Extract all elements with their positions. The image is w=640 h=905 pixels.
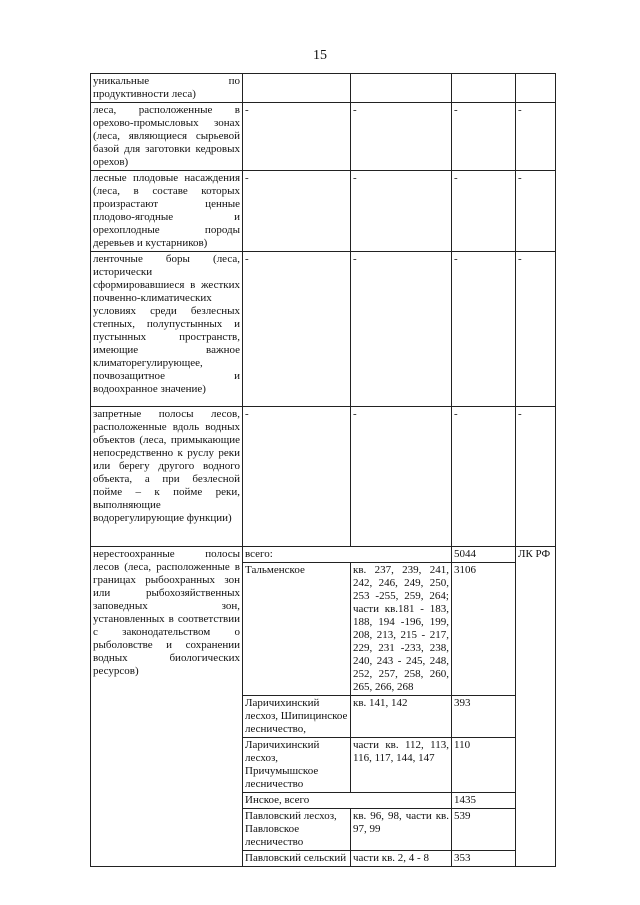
- quarters-cell: кв. 141, 142: [351, 696, 452, 738]
- total-value-cell: 5044: [452, 547, 516, 563]
- basis-cell: -: [516, 103, 556, 171]
- subtotal-label-cell: Инское, всего: [243, 793, 452, 809]
- area-cell: -: [243, 252, 351, 407]
- table-row: [91, 171, 556, 252]
- quarters-cell: -: [351, 103, 452, 171]
- total-label-cell: всего:: [243, 547, 452, 563]
- area-cell: Ларичихинский лесхоз, Причумышское лесничество: [243, 738, 351, 793]
- area-cell: Тальменское: [243, 563, 351, 696]
- table-row: [91, 407, 556, 547]
- page-number: 15: [313, 48, 327, 63]
- area-cell: -: [243, 171, 351, 252]
- total-cell: 353: [452, 851, 516, 867]
- area-cell: Павловский лесхоз, Павловское лесничество: [243, 809, 351, 851]
- area-cell: Ларичихинский лесхоз, Шипицинское лесничество,: [243, 696, 351, 738]
- quarters-cell: [351, 74, 452, 103]
- quarters-cell: части кв. 112, 113, 116, 117, 144, 147: [351, 738, 452, 793]
- total-cell: 539: [452, 809, 516, 851]
- subtotal-value-cell: 1435: [452, 793, 516, 809]
- table-row: [91, 547, 556, 563]
- total-cell: 3106: [452, 563, 516, 696]
- area-cell: Павловский сельский: [243, 851, 351, 867]
- basis-cell: [516, 74, 556, 103]
- total-cell: [452, 74, 516, 103]
- total-cell: -: [452, 407, 516, 547]
- category-cell: запретные полосы лесов, расположенные вдоль водных объектов (леса, примыкающие непосредственно к руслу реки или берегу другого водного объекта, а при безлесной пойме – к пойме реки, выполняющие водорегулирующие функции): [91, 407, 243, 547]
- total-cell: -: [452, 252, 516, 407]
- table-row: [91, 103, 556, 171]
- category-cell: уникальные по продуктивности леса): [91, 74, 243, 103]
- quarters-cell: -: [351, 252, 452, 407]
- basis-cell: -: [516, 252, 556, 407]
- quarters-cell: кв. 96, 98, части кв. 97, 99: [351, 809, 452, 851]
- forest-category-table: [90, 73, 556, 867]
- quarters-cell: кв. 237, 239, 241, 242, 246, 249, 250, 253 -255, 259, 264; части кв.181 - 183, 188, 194 -196, 199, 208, 213, 215 - 217, 229, 231 -233, 238, 240, 243 - 245, 248, 252, 257, 258, 260, 265, 266, 268: [351, 563, 452, 696]
- total-cell: -: [452, 171, 516, 252]
- table-row: [91, 74, 556, 103]
- area-cell: -: [243, 103, 351, 171]
- category-cell: лесные плодовые насаждения (леса, в составе которых произрастают ценные плодово-ягодные и орехоплодные породы деревьев и кустарников): [91, 171, 243, 252]
- category-cell: нерестоохранные полосы лесов (леса, расположенные в границах рыбоохранных зон или рыбохозяйственных заповедных зон, установленных в соответствии с законодательством о рыболовстве и сохранении водных биологических ресурсов): [91, 547, 243, 867]
- category-cell: леса, расположенные в орехово-промысловых зонах (леса, являющиеся сырьевой базой для заготовки кедровых орехов): [91, 103, 243, 171]
- category-cell: ленточные боры (леса, исторически сформировавшиеся в жестких почвенно-климатических условиях среди безлесных степных, полупустынных и пустынных пространств, имеющие важное климаторегулирующее, почвозащитное и водоохранное значение): [91, 252, 243, 407]
- basis-cell: -: [516, 171, 556, 252]
- quarters-cell: части кв. 2, 4 - 8: [351, 851, 452, 867]
- basis-cell: ЛК РФ: [516, 547, 556, 867]
- area-cell: -: [243, 407, 351, 547]
- area-cell: [243, 74, 351, 103]
- quarters-cell: -: [351, 407, 452, 547]
- total-cell: 110: [452, 738, 516, 793]
- table-row: [91, 252, 556, 407]
- total-cell: 393: [452, 696, 516, 738]
- total-cell: -: [452, 103, 516, 171]
- basis-cell: -: [516, 407, 556, 547]
- quarters-cell: -: [351, 171, 452, 252]
